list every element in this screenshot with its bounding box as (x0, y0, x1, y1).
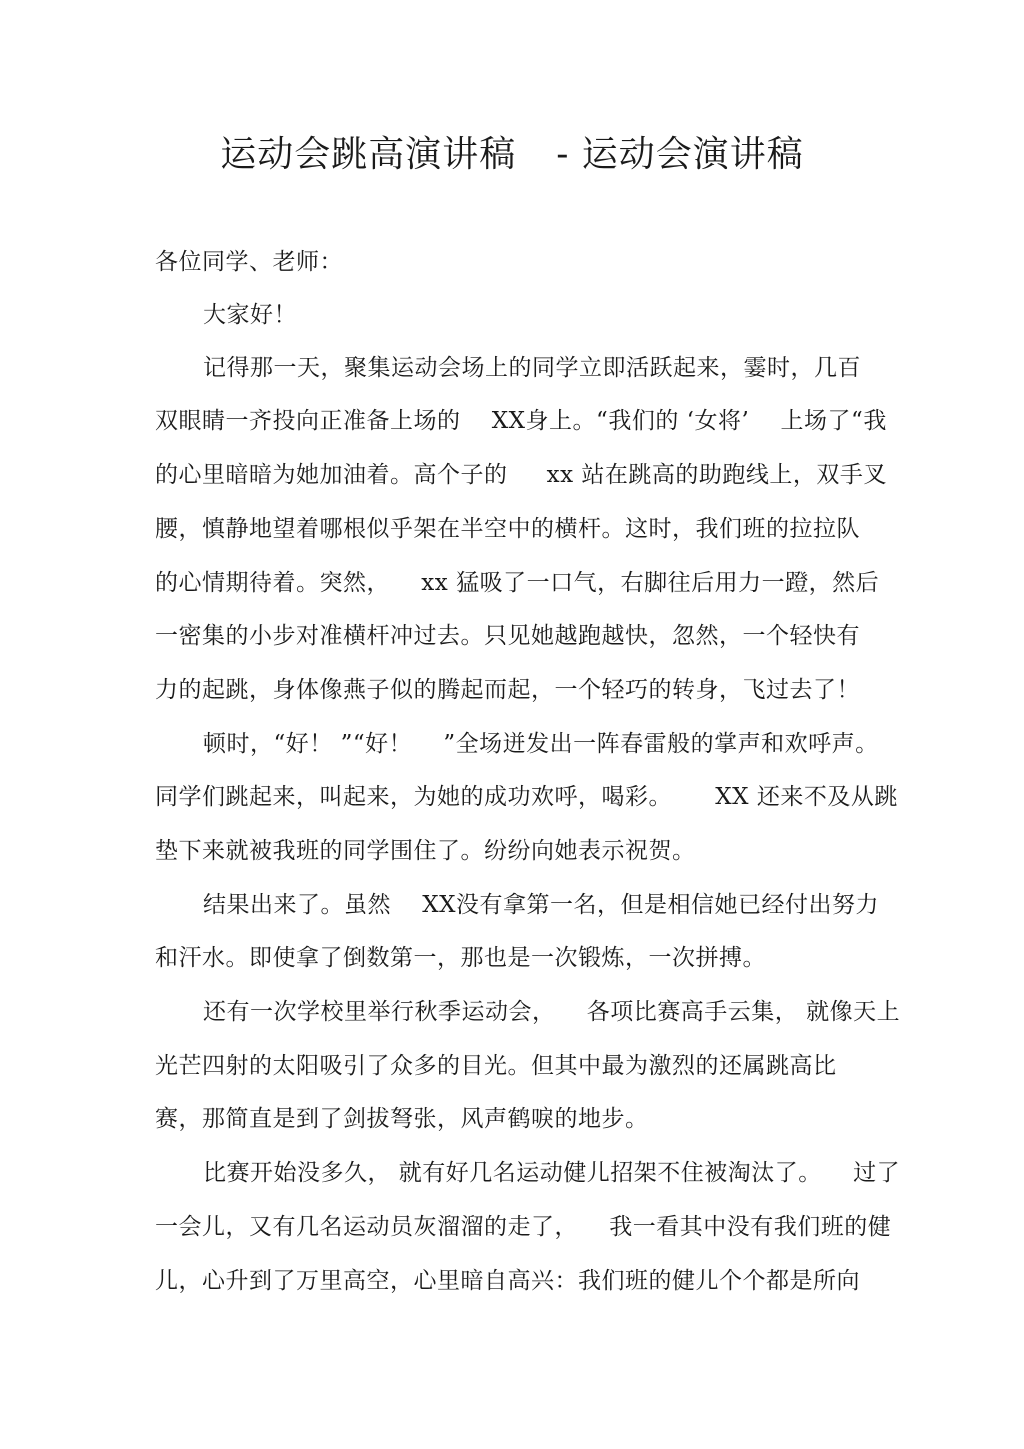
text-line: 儿，心升到了万里高空，心里暗自高兴：我们班的健儿个个都是所向 (155, 1268, 860, 1294)
text-line: 顿时，“好！ ”“好！ ”全场迸发出一阵春雷般的掌声和欢呼声。 (203, 731, 879, 757)
text-line: 的心情期待着。突然， xx 猛吸了一口气，右脚往后用力一蹬，然后 (155, 570, 880, 596)
title-part-1: 运动会跳高演讲稿 (220, 134, 517, 175)
greeting: 大家好！ (203, 302, 297, 328)
text-line: 结果出来了。虽然 XX没有拿第一名，但是相信她已经付出努力 (203, 892, 880, 918)
text-line: 同学们跳起来，叫起来，为她的成功欢呼，喝彩。 XX 还来不及从跳 (155, 784, 898, 810)
text-line: 光芒四射的太阳吸引了众多的目光。但其中最为激烈的还属跳高比 (155, 1053, 837, 1079)
salutation: 各位同学、老师： (155, 249, 343, 275)
document-title (0, 128, 1024, 182)
text-line: 腰，慎静地望着哪根似乎架在半空中的横杆。这时，我们班的拉拉队 (155, 516, 860, 542)
text-line: 记得那一天，聚集运动会场上的同学立即活跃起来，霎时，几百 (203, 355, 861, 381)
text-line: 双眼睛一齐投向正准备上场的 XX身上。“我们的 ‘女将’ 上场了“我 (155, 408, 887, 434)
text-line: 的心里暗暗为她加油着。高个子的 xx 站在跳高的助跑线上，双手叉 (155, 462, 887, 488)
text-line: 一会儿，又有几名运动员灰溜溜的走了， 我一看其中没有我们班的健 (155, 1214, 892, 1240)
text-line: 和汗水。即使拿了倒数第一，那也是一次锻炼，一次拼搏。 (155, 945, 766, 971)
text-line: 比赛开始没多久， 就有好几名运动健儿招架不住被淘汰了。 过了 (203, 1160, 901, 1186)
text-line: 力的起跳，身体像燕子似的腾起而起，一个轻巧的转身，飞过去了！ (155, 677, 860, 703)
title-part-2: - 运动会演讲稿 (556, 134, 804, 175)
text-line: 还有一次学校里举行秋季运动会， 各项比赛高手云集， 就像天上 (203, 999, 901, 1025)
text-line: 垫下来就被我班的同学围住了。纷纷向她表示祝贺。 (155, 838, 696, 864)
text-line: 赛，那简直是到了剑拔弩张，风声鹤唳的地步。 (155, 1106, 649, 1132)
text-line: 一密集的小步对准横杆冲过去。只见她越跑越快，忽然，一个轻快有 (155, 623, 860, 649)
